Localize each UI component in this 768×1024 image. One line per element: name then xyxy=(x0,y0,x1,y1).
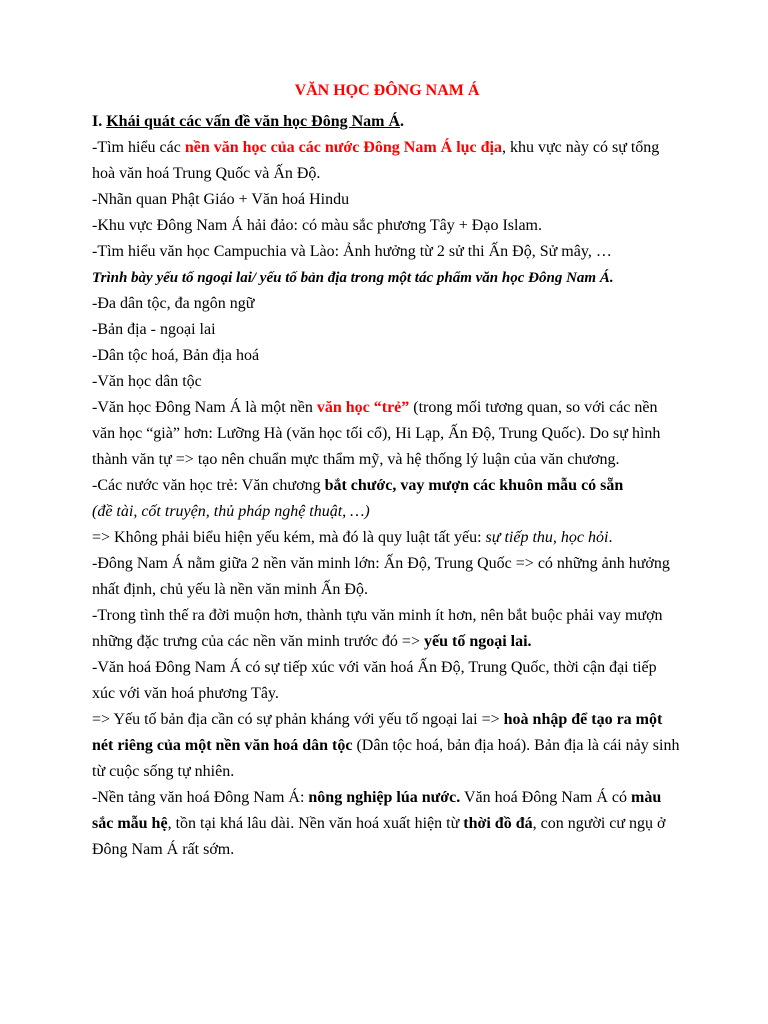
paragraph-17-bold-1: nông nghiệp lúa nước. xyxy=(308,789,461,806)
paragraph-15: -Văn hoá Đông Nam Á có sự tiếp xúc với văn hoá Ấn Độ, Trung Quốc, thời cận đại tiếp xúc với văn hoá phương Tây. xyxy=(92,659,657,702)
paragraph-12 xyxy=(92,525,682,551)
paragraph-8: -Dân tộc hoá, Bản địa hoá xyxy=(92,347,260,364)
paragraph-13: -Đông Nam Á nằm giữa 2 nền văn minh lớn: Ấn Độ, Trung Quốc => có những ảnh hưởng nhất định, chủ yếu là nền văn minh Ấn Độ. xyxy=(92,555,670,598)
paragraph-1-text-a: -Tìm hiểu các xyxy=(92,139,185,156)
paragraph-17-bold-2: màu sắc mẫu hệ xyxy=(92,789,662,832)
paragraph-1-highlight: nền văn học của các nước Đông Nam Á lục địa xyxy=(184,139,502,156)
paragraph-14 xyxy=(92,603,682,655)
document-page xyxy=(92,78,682,863)
paragraph-7: -Bản địa - ngoại lai xyxy=(92,321,216,338)
paragraph-6: -Đa dân tộc, đa ngôn ngữ xyxy=(92,295,255,312)
paragraph-2: -Nhãn quan Phật Giáo + Văn hoá Hindu xyxy=(92,191,350,208)
section-heading-1 xyxy=(92,109,682,135)
paragraph-10 xyxy=(92,395,682,473)
paragraph-9: -Văn học dân tộc xyxy=(92,373,202,390)
paragraph-10-highlight: văn học “trẻ” xyxy=(316,399,410,416)
paragraph-17-text-c: Văn hoá Đông Nam Á có xyxy=(460,789,632,806)
paragraph-14-bold: yếu tố ngoại lai. xyxy=(423,633,532,650)
paragraph-17 xyxy=(92,785,682,863)
paragraph-11 xyxy=(92,473,682,525)
paragraph-17-bold-3: thời đồ đá xyxy=(463,815,533,832)
paragraph-11-text-a: -Các nước văn học trẻ: Văn chương xyxy=(92,477,325,494)
paragraph-17-text-g: , con người cư ngụ ở Đông Nam Á rất sớm. xyxy=(92,815,666,858)
paragraph-12-text-c: . xyxy=(608,529,613,546)
paragraph-16-bold: hoà nhập để tạo ra một nét riêng của một nền văn hoá dân tộc xyxy=(92,711,663,754)
paragraph-16-text-a: => Yếu tố bản địa cần có sự phản kháng với yếu tố ngoại lai => xyxy=(92,711,504,728)
section-heading-period: . xyxy=(400,113,405,130)
paragraph-1-text-c: , khu vực này có sự tổng hoà văn hoá Trung Quốc và Ấn Độ. xyxy=(92,139,660,182)
paragraph-5-question: Trình bày yếu tố ngoại lai/ yếu tố bản địa trong một tác phẩm văn học Đông Nam Á. xyxy=(92,270,614,286)
paragraph-3: -Khu vực Đông Nam Á hải đảo: có màu sắc phương Tây + Đạo Islam. xyxy=(92,217,542,234)
paragraph-10-text-a: -Văn học Đông Nam Á là một nền xyxy=(92,399,317,416)
paragraph-10-text-c: (trong mối tương quan, so với các nền văn học “già” hơn: Lưỡng Hà (văn học tối cổ), Hi Lạp, Ấn Độ, Trung Quốc). Do sự hình thành văn tự => tạo nên chuẩn mực thẩm mỹ, và hệ thống lý luận của văn chương. xyxy=(92,399,661,468)
paragraph-12-italic: sự tiếp thu, học hỏi xyxy=(485,529,609,546)
section-number: I. xyxy=(92,113,107,130)
paragraph-14-text-a: -Trong tình thế ra đời muộn hơn, thành tựu văn minh ít hơn, nên bắt buộc phải vay mượn những đặc trưng của các nền văn minh trước đó => xyxy=(92,607,663,650)
paragraph-11-bold: bắt chước, vay mượn các khuôn mẫu có sẵn xyxy=(324,477,624,494)
paragraph-12-text-a: => Không phải biểu hiện yếu kém, mà đó là quy luật tất yếu: xyxy=(92,529,486,546)
paragraph-1 xyxy=(92,135,682,187)
document-title: VĂN HỌC ĐÔNG NAM Á xyxy=(294,82,480,99)
paragraph-4: -Tìm hiểu văn học Campuchia và Lào: Ảnh hưởng từ 2 sử thi Ấn Độ, Sử mây, … xyxy=(92,243,612,260)
paragraph-17-text-e: , tồn tại khá lâu dài. Nền văn hoá xuất hiện từ xyxy=(167,815,464,832)
paragraph-16-text-c: (Dân tộc hoá, bản địa hoá). Bản địa là cái nảy sinh từ cuộc sống tự nhiên. xyxy=(92,737,680,780)
paragraph-16 xyxy=(92,707,682,785)
paragraph-11-italic: (đề tài, cốt truyện, thủ pháp nghệ thuật, …) xyxy=(92,503,370,520)
section-heading-text: Khái quát các vấn đề văn học Đông Nam Á xyxy=(106,113,401,130)
paragraph-17-text-a: -Nền tảng văn hoá Đông Nam Á: xyxy=(92,789,309,806)
